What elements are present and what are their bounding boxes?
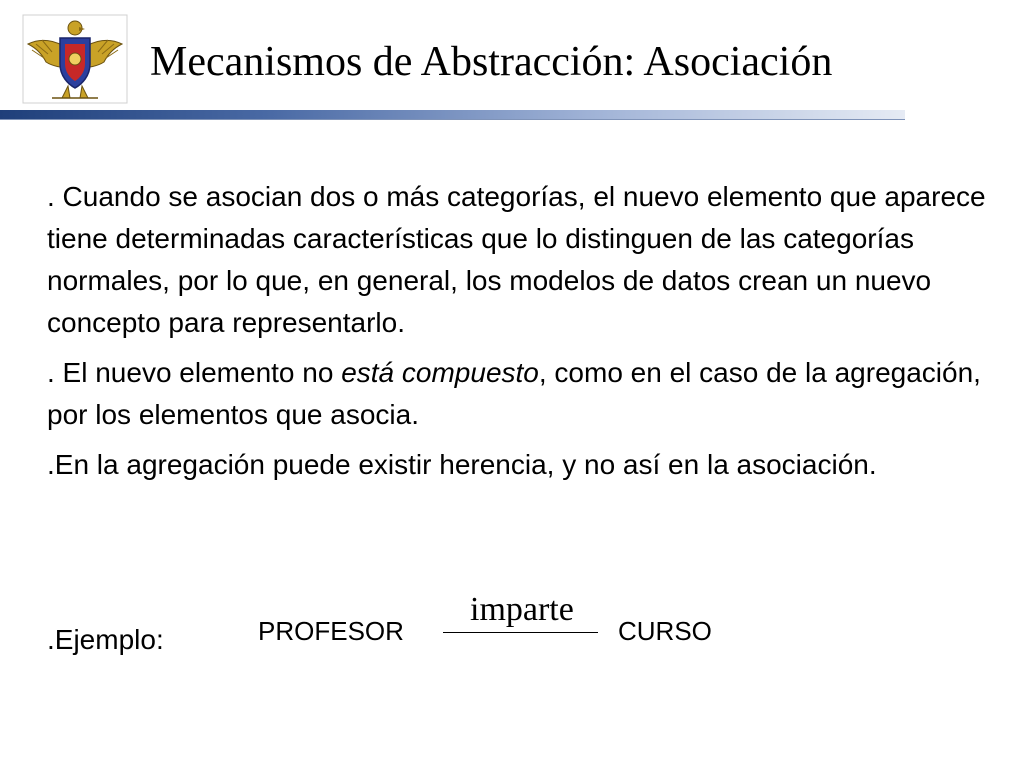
eagle-shield-icon [22,14,128,104]
paragraph-not-composed [47,352,987,436]
paragraph-inheritance: .En la agregación puede existir herencia, y no así en la asociación. [47,449,877,480]
title-divider-bar [0,110,905,120]
emphasis-text: está compuesto [341,357,539,388]
paragraph-not-composed-end: , como en el caso de la agregación, por los elementos que asocia. [47,357,981,430]
entity-profesor: PROFESOR [258,616,404,646]
paragraph-not-composed-start: . El nuevo elemento no [47,357,342,388]
slide-title: Mecanismos de Abstracción: Asociación [150,39,833,85]
slide-body [47,176,987,494]
relationship-label: imparte [470,591,574,628]
university-logo [22,14,128,104]
relationship-line [443,632,598,633]
example-label: .Ejemplo: [47,624,164,655]
entity-curso: CURSO [618,616,712,646]
paragraph-association-definition: . Cuando se asocian dos o más categorías, el nuevo elemento que aparece tiene determinadas características que lo distinguen de las categorías normales, por lo que, en general, los modelos de datos crean un nuevo concepto para representarlo. [47,181,986,338]
